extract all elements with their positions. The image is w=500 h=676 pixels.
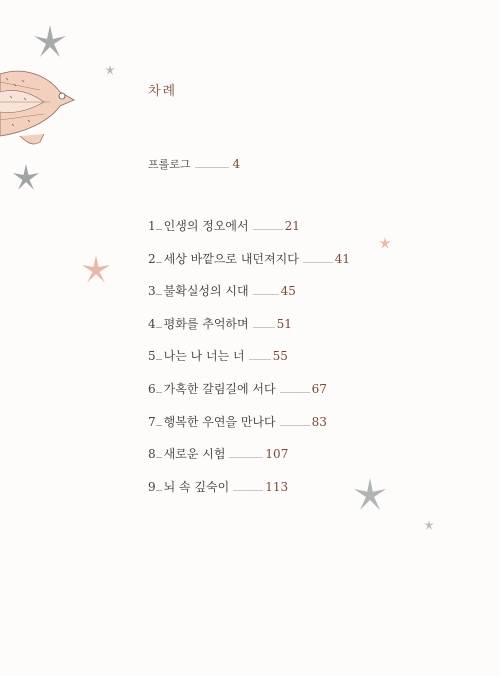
underscore <box>156 315 162 328</box>
star-icon <box>351 476 389 514</box>
chapter-number: 8 <box>148 447 156 462</box>
star-icon <box>378 236 392 250</box>
underscore <box>156 282 162 295</box>
underscore <box>156 217 162 230</box>
star-icon <box>79 253 113 287</box>
leader-line <box>280 415 310 426</box>
leader-line <box>229 447 263 458</box>
chapter-page: 67 <box>311 381 327 396</box>
chapter-page: 83 <box>311 414 327 429</box>
leader-line <box>303 252 333 263</box>
chapter-list <box>148 216 350 509</box>
underscore <box>156 250 162 263</box>
fish-illustration <box>0 62 90 152</box>
underscore <box>156 380 162 393</box>
chapter-number: 3 <box>148 284 156 299</box>
toc-chapter[interactable] <box>148 281 350 314</box>
chapter-number: 5 <box>148 349 156 364</box>
chapter-page: 21 <box>284 219 300 233</box>
chapter-title: 새로운 시험 <box>163 447 226 462</box>
underscore <box>156 445 162 458</box>
leader-line <box>280 382 310 393</box>
toc-chapter[interactable] <box>148 249 350 282</box>
prologue-title: 프롤로그 <box>148 158 191 171</box>
toc-chapter[interactable] <box>148 477 350 510</box>
toc-chapter[interactable] <box>148 346 350 379</box>
chapter-number: 4 <box>148 316 156 331</box>
chapter-title: 나는 나 너는 너 <box>163 349 245 364</box>
chapter-number: 2 <box>148 251 156 266</box>
chapter-page: 107 <box>265 447 289 462</box>
chapter-title: 인생의 정오에서 <box>163 219 249 233</box>
chapter-page: 41 <box>334 251 351 266</box>
chapter-title: 뇌 속 깊숙이 <box>163 479 230 494</box>
star-icon <box>30 22 70 62</box>
leader-line <box>233 480 263 491</box>
chapter-title: 불확실성의 시대 <box>163 284 249 299</box>
leader-line <box>195 157 229 168</box>
chapter-number: 6 <box>148 381 156 396</box>
chapter-title: 평화를 추억하며 <box>163 316 249 331</box>
star-icon <box>423 519 435 531</box>
chapter-page: 55 <box>272 349 288 364</box>
chapter-number: 9 <box>148 479 156 494</box>
star-icon <box>104 64 116 76</box>
toc-chapter[interactable] <box>148 216 350 249</box>
chapter-page: 51 <box>276 316 292 331</box>
toc-chapter[interactable] <box>148 379 350 412</box>
leader-line <box>253 317 275 328</box>
chapter-page: 45 <box>280 284 296 299</box>
leader-line <box>253 284 279 295</box>
chapter-number: 1 <box>148 219 156 233</box>
underscore <box>156 347 162 360</box>
chapter-number: 7 <box>148 414 156 429</box>
leader-line <box>249 349 271 360</box>
star-icon <box>10 162 42 194</box>
prologue-page: 4 <box>232 157 241 171</box>
chapter-title: 행복한 우연을 만나다 <box>163 414 276 429</box>
underscore <box>156 478 162 491</box>
underscore <box>156 413 162 426</box>
toc-title: 차례 <box>148 84 178 99</box>
toc-prologue[interactable] <box>148 156 240 172</box>
toc-chapter[interactable] <box>148 314 350 347</box>
toc-chapter[interactable] <box>148 412 350 445</box>
leader-line <box>253 219 283 230</box>
chapter-title: 가혹한 갈림길에 서다 <box>163 381 276 396</box>
chapter-page: 113 <box>265 479 289 494</box>
toc-chapter[interactable] <box>148 444 350 477</box>
chapter-title: 세상 바깥으로 내던져지다 <box>163 251 299 266</box>
